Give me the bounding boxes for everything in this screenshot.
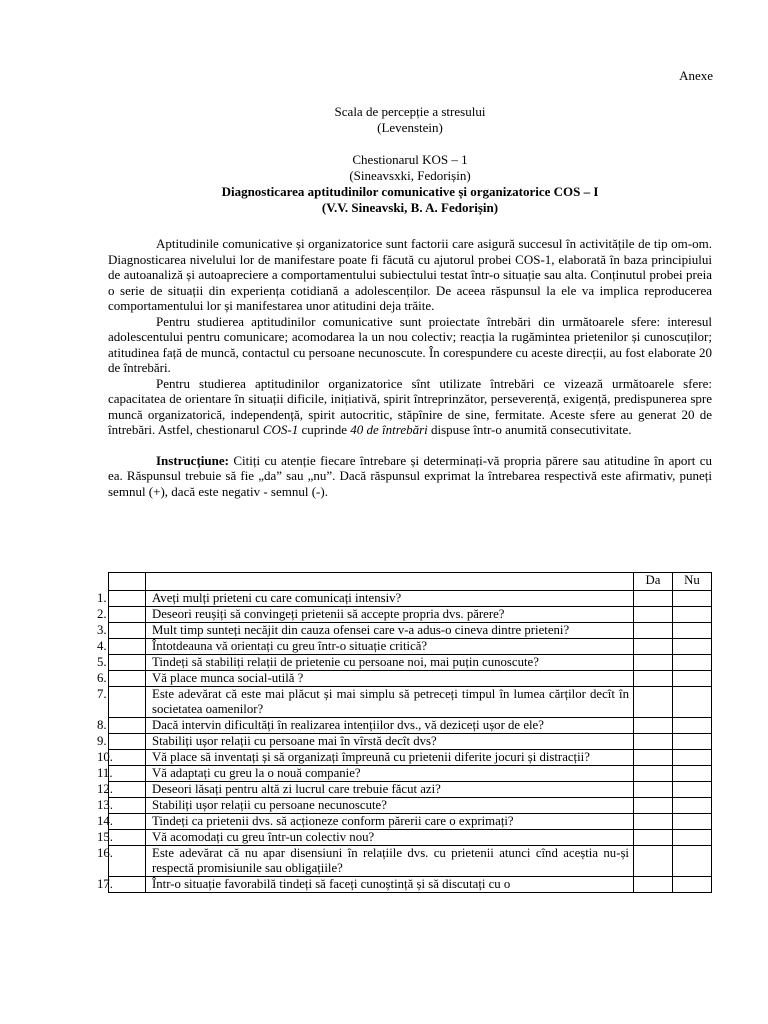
table-row: [109, 718, 712, 734]
answer-da-cell[interactable]: [634, 607, 673, 623]
table-row: [109, 846, 712, 877]
answer-da-cell[interactable]: [634, 766, 673, 782]
question-number: [97, 798, 146, 814]
question-number-label: 6.: [97, 671, 107, 685]
question-number: [97, 830, 146, 846]
answer-da-cell[interactable]: [634, 877, 673, 893]
answer-nu-cell[interactable]: [673, 671, 712, 687]
question-number-label: 17.: [97, 877, 113, 891]
header-da: Da: [634, 573, 673, 591]
table-row: [109, 750, 712, 766]
question-text: Într-o situație favorabilă tindeți să faceți cunoștință și să discutați cu o: [146, 877, 634, 893]
answer-da-cell[interactable]: [634, 671, 673, 687]
table-row: [109, 782, 712, 798]
document-body: [108, 236, 712, 499]
answer-da-cell[interactable]: [634, 718, 673, 734]
answer-da-cell[interactable]: [634, 782, 673, 798]
answer-nu-cell[interactable]: [673, 846, 712, 877]
answer-nu-cell[interactable]: [673, 734, 712, 750]
table-row: [109, 687, 712, 718]
answer-da-cell[interactable]: [634, 846, 673, 877]
question-text: Vă place să inventați și să organizați împreună cu prietenii diferite jocuri și distracții?: [146, 750, 634, 766]
question-number-label: 15.: [97, 830, 113, 844]
table-row: [109, 734, 712, 750]
answer-da-cell[interactable]: [634, 623, 673, 639]
answer-da-cell[interactable]: [634, 814, 673, 830]
answer-nu-cell[interactable]: [673, 591, 712, 607]
answer-nu-cell[interactable]: [673, 623, 712, 639]
question-number-label: 12.: [97, 782, 113, 796]
question-text: Vă adaptați cu greu la o nouă companie?: [146, 766, 634, 782]
title-questionnaire: Chestionarul KOS – 1: [352, 152, 468, 167]
paragraph-organizational-end: dispuse într-o anumită consecutivitate.: [427, 422, 632, 437]
paragraph-communicative: Pentru studierea aptitudinilor comunicative sunt proiectate întrebări din următoarele sfere: interesul adolescentului pentru comunicare; acomodarea la un nou colectiv; reacția la rugămintea prietenilor și cunoscuților; atitudinea față de muncă, contactul cu persoane necunoscute. În corespundere cu aceste direcții, au fost elaborate 20 de întrebări.: [108, 313, 712, 375]
question-number: [97, 655, 146, 671]
table-row: [109, 671, 712, 687]
header-nu: Nu: [673, 573, 712, 591]
header-number-cell: [109, 573, 146, 591]
table-row: [109, 607, 712, 623]
table-row: [109, 591, 712, 607]
question-number-label: 7.: [97, 687, 107, 701]
question-number: [97, 734, 146, 750]
question-number: [97, 782, 146, 798]
answer-nu-cell[interactable]: [673, 639, 712, 655]
cos-label: COS-1: [262, 422, 299, 437]
answer-nu-cell[interactable]: [673, 655, 712, 671]
answer-nu-cell[interactable]: [673, 766, 712, 782]
table-row: [109, 798, 712, 814]
questionnaire-table: [97, 572, 712, 893]
question-number: [97, 623, 146, 639]
question-number: [97, 766, 146, 782]
table-row: [109, 877, 712, 893]
main-heading: Diagnosticarea aptitudinilor comunicative și organizatorice COS – I: [221, 184, 599, 199]
paragraph-organizational-text: Pentru studierea aptitudinilor organizatorice sînt utilizate întrebări ce vizează următoarele sfere: capacitatea de orientare în situații dificile, inițiativă, spirit întreprinzător, perseverență, exigență, predispunerea spre muncă organizatorică, independență, spirit autocritic, stăpînire de sine, fermitate. Aceste sfere au generat 20 de întrebări. Astfel, chestionarul: [108, 375, 712, 437]
question-count: 40 de întrebări: [350, 422, 428, 437]
question-text: Dacă intervin dificultăți în realizarea intențiilor dvs., vă deziceți ușor de ele?: [146, 718, 634, 734]
question-text: Vă acomodați cu greu într-un colectiv nou?: [146, 830, 634, 846]
question-text: Este adevărat că nu apar disensiuni în relațiile dvs. cu prietenii atunci cînd aceștia nu-și respectă promisiunile sau obligațiile?: [146, 846, 634, 877]
answer-nu-cell[interactable]: [673, 782, 712, 798]
answer-da-cell[interactable]: [634, 830, 673, 846]
table-row: [109, 639, 712, 655]
question-text: Este adevărat că este mai plăcut și mai simplu să petreceți timpul în lumea cărților decît în societatea oamenilor?: [146, 687, 634, 718]
question-number: [97, 607, 146, 623]
answer-da-cell[interactable]: [634, 750, 673, 766]
answer-da-cell[interactable]: [634, 591, 673, 607]
table-header-row: [109, 573, 712, 591]
question-number-label: 8.: [97, 718, 107, 732]
paragraph-organizational: [108, 376, 712, 438]
question-number-label: 14.: [97, 814, 113, 828]
answer-da-cell[interactable]: [634, 639, 673, 655]
question-number-label: 1.: [97, 591, 107, 605]
question-number-label: 10.: [97, 750, 113, 764]
answer-nu-cell[interactable]: [673, 607, 712, 623]
question-number: [97, 591, 146, 607]
title-stress-scale: Scala de percepție a stresului: [334, 104, 486, 119]
question-number-label: 3.: [97, 623, 107, 637]
question-text: Tindeți să stabiliți relații de prietenie cu persoane noi, mai puțin cunoscute?: [146, 655, 634, 671]
answer-nu-cell[interactable]: [673, 814, 712, 830]
answer-nu-cell[interactable]: [673, 877, 712, 893]
question-number: [97, 877, 146, 893]
title-stress-scale-author: (Levenstein): [377, 120, 443, 135]
question-text: Stabiliți ușor relații cu persoane necunoscute?: [146, 798, 634, 814]
question-number-label: 5.: [97, 655, 107, 669]
question-number: [97, 846, 146, 877]
question-number-label: 13.: [97, 798, 113, 812]
question-number: [97, 639, 146, 655]
table-row: [109, 814, 712, 830]
answer-da-cell[interactable]: [634, 655, 673, 671]
answer-nu-cell[interactable]: [673, 798, 712, 814]
question-text: Întotdeauna vă orientați cu greu într-o situație critică?: [146, 639, 634, 655]
question-number: [97, 750, 146, 766]
question-text: Aveți mulți prieteni cu care comunicați intensiv?: [146, 591, 634, 607]
table-row: [109, 766, 712, 782]
annex-label: Anexe: [679, 68, 713, 83]
answer-nu-cell[interactable]: [673, 750, 712, 766]
title-questionnaire-author: (Sineavsxki, Fedorișin): [349, 168, 471, 183]
question-text: Stabiliți ușor relații cu persoane mai în vîrstă decît dvs?: [146, 734, 634, 750]
question-text: Mult timp sunteți necăjit din cauza ofensei care v-a adus-o cineva dintre prieteni?: [146, 623, 634, 639]
question-text: Tindeți ca prietenii dvs. să acționeze conform părerii care o exprimați?: [146, 814, 634, 830]
question-number-label: 16.: [97, 846, 113, 860]
answer-nu-cell[interactable]: [673, 718, 712, 734]
question-number: [97, 687, 146, 718]
question-text: Deseori reușiți să convingeți prietenii să accepte propria dvs. părere?: [146, 607, 634, 623]
question-number-label: 9.: [97, 734, 107, 748]
answer-da-cell[interactable]: [634, 687, 673, 718]
paragraph-intro: Aptitudinile comunicative și organizatorice sunt factorii care asigură succesul în activitățile de tip om-om. Diagnosticarea nivelului lor de manifestare poate fi făcută cu ajutorul probei COS-1, elaborată în baza principiului de autoanaliză și autoapreciere a comportamentului subiectului testat într-o situație sau alta. Conținutul probei preia o serie de situații din experiența cotidiană a adolescenților. De aceea răspunsul la ele va implica reproducerea comportamentului lor și manifestarea unor atitudini deja trăite.: [108, 236, 712, 313]
instructions-label: Instrucțiune:: [156, 452, 229, 468]
question-number: [97, 671, 146, 687]
paragraph-instructions: [108, 453, 712, 500]
question-text: Deseori lăsați pentru altă zi lucrul care trebuie făcut azi?: [146, 782, 634, 798]
answer-da-cell[interactable]: [634, 734, 673, 750]
answer-nu-cell[interactable]: [673, 687, 712, 718]
instructions-text: Citiți cu atenție fiecare întrebare și determinați-vă propria părere sau atitudine în aport cu ea. Răspunsul trebuie să fie „da” sau „nu”. Dacă răspunsul exprimat la întrebarea respectivă este afirmativ, puneți semnul (+), dacă este negativ - semnul (-).: [108, 452, 712, 499]
main-heading-authors: (V.V. Sineavski, B. A. Fedorișin): [321, 200, 499, 215]
question-number: [97, 814, 146, 830]
table-row: [109, 830, 712, 846]
answer-da-cell[interactable]: [634, 798, 673, 814]
question-text: Vă place munca social-utilă ?: [146, 671, 634, 687]
question-number-label: 4.: [97, 639, 107, 653]
document-header: [108, 104, 712, 216]
answer-nu-cell[interactable]: [673, 830, 712, 846]
question-number-label: 11.: [97, 766, 113, 780]
table-row: [109, 655, 712, 671]
table-row: [109, 623, 712, 639]
header-question-cell: [146, 573, 634, 591]
paragraph-organizational-mid: cuprinde: [298, 422, 351, 437]
question-number-label: 2.: [97, 607, 107, 621]
question-number: [97, 718, 146, 734]
